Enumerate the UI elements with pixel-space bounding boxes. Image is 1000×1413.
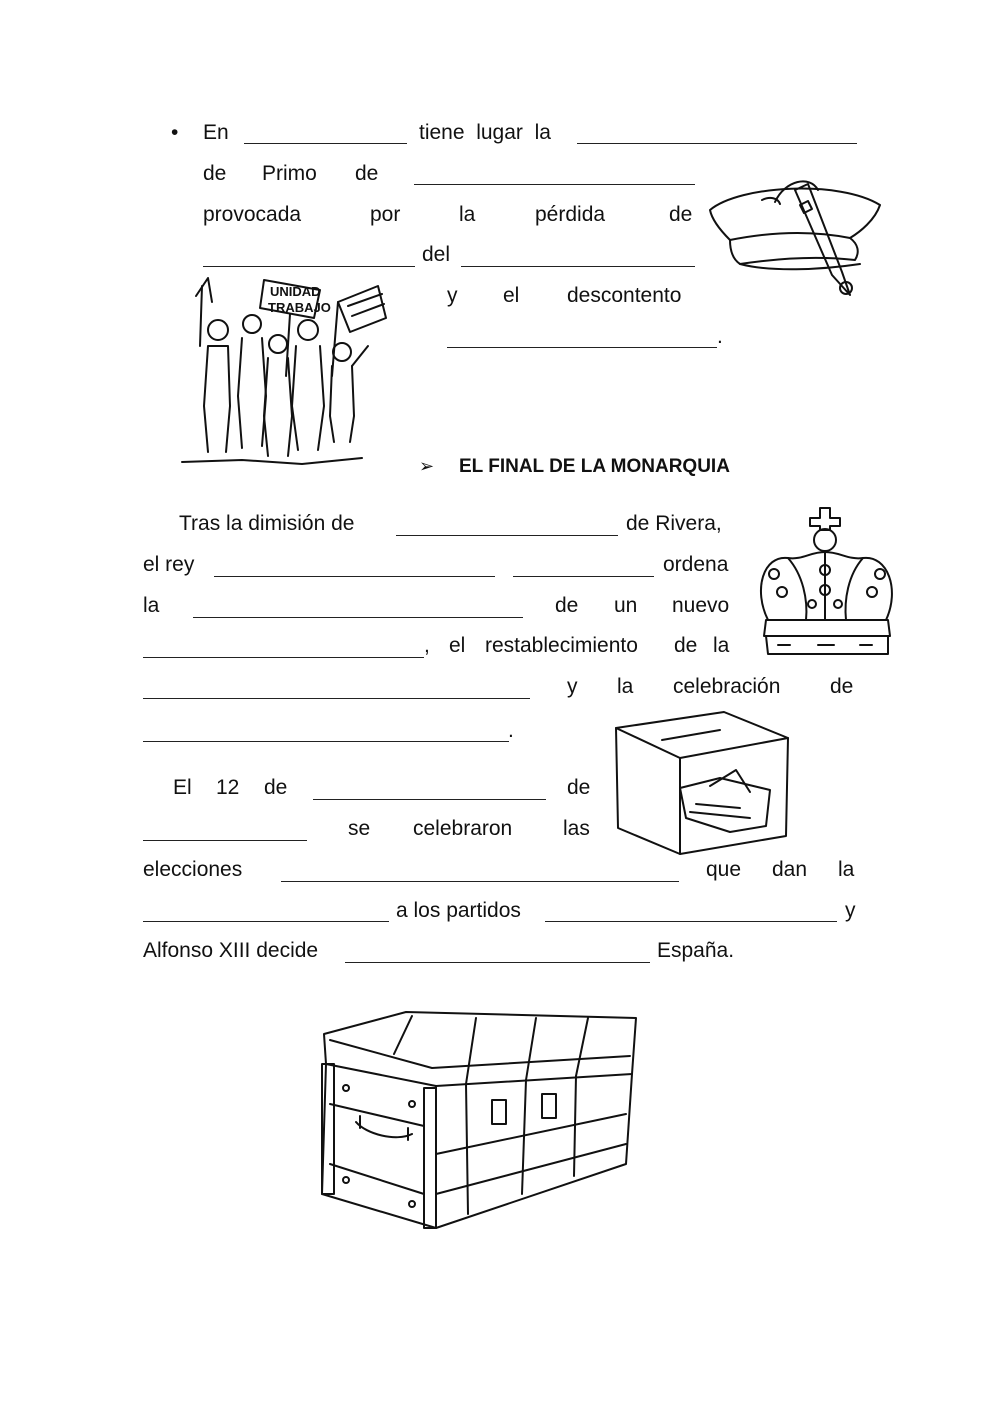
- military-cap-sword-illustration: [700, 160, 890, 310]
- blank-12[interactable]: [143, 678, 530, 699]
- text-y: y: [447, 284, 458, 307]
- blank-13[interactable]: [143, 721, 509, 742]
- bullet: •: [171, 121, 179, 144]
- text-12: 12: [216, 776, 240, 799]
- banner-text-line1: UNIDAD: [270, 284, 321, 299]
- text-nuevo: nuevo: [672, 594, 730, 617]
- section-heading: EL FINAL DE LA MONARQUIA: [459, 456, 730, 477]
- blank-17[interactable]: [143, 901, 389, 922]
- banner-text-line2: TRABAJO: [268, 300, 331, 315]
- text-provocada: provocada: [203, 203, 302, 226]
- text-la: la: [459, 203, 476, 226]
- text-que: que: [706, 858, 742, 881]
- ballot-box-illustration: [610, 708, 800, 858]
- text-la: la: [838, 858, 855, 881]
- text-primo: Primo: [262, 162, 317, 185]
- text-comma: ,: [424, 634, 430, 657]
- text-de-rivera: de Rivera,: [626, 512, 722, 535]
- text-tras: Tras la dimisión de: [179, 512, 355, 535]
- blank-15[interactable]: [143, 820, 307, 841]
- blank-5[interactable]: [461, 246, 695, 267]
- text-se: se: [348, 817, 371, 840]
- blank-19[interactable]: [345, 942, 650, 963]
- text-la: la: [143, 594, 160, 617]
- text-de: de: [567, 776, 591, 799]
- text-y: y: [845, 899, 856, 922]
- blank-8[interactable]: [214, 556, 495, 577]
- blank-9[interactable]: [513, 556, 654, 577]
- text-celebracion: celebración: [673, 675, 781, 698]
- text-y: y: [567, 675, 578, 698]
- text-el: El: [173, 776, 192, 799]
- blank-10[interactable]: [193, 597, 523, 618]
- text-perdida: pérdida: [535, 203, 606, 226]
- text-el-rey: el rey: [143, 553, 195, 576]
- text-celebraron: celebraron: [413, 817, 513, 840]
- text-descontento: descontento: [567, 284, 682, 307]
- text-en: En: [203, 121, 229, 144]
- blank-6[interactable]: [447, 327, 717, 348]
- text-la: la: [713, 634, 730, 657]
- text-dan: dan: [772, 858, 808, 881]
- blank-18[interactable]: [545, 901, 837, 922]
- text-de: de: [203, 162, 227, 185]
- text-restablecimiento: restablecimiento: [485, 634, 638, 657]
- text-de: de: [264, 776, 288, 799]
- blank-14[interactable]: [313, 779, 546, 800]
- arrow-bullet-icon: ➢: [419, 456, 435, 476]
- crown-illustration: [748, 500, 908, 662]
- blank-1[interactable]: [244, 123, 407, 144]
- text-de: de: [669, 203, 693, 226]
- text-el: el: [449, 634, 466, 657]
- text-por: por: [370, 203, 401, 226]
- blank-3[interactable]: [414, 164, 695, 185]
- text-las: las: [563, 817, 590, 840]
- text-de: de: [674, 634, 698, 657]
- text-tiene-lugar: tiene lugar la: [419, 121, 551, 144]
- text-la: la: [617, 675, 634, 698]
- text-ordena: ordena: [663, 553, 729, 576]
- text-period: .: [508, 719, 514, 742]
- blank-4[interactable]: [203, 246, 415, 267]
- text-de: de: [830, 675, 854, 698]
- blank-11[interactable]: [143, 637, 424, 658]
- blank-16[interactable]: [281, 861, 679, 882]
- protest-crowd-illustration: [182, 266, 392, 466]
- text-espana: España.: [657, 939, 735, 962]
- text-del: del: [422, 243, 451, 266]
- text-a-los-partidos: a los partidos: [396, 899, 521, 922]
- trunk-illustration: [316, 1004, 642, 1232]
- text-alfonso-xiii-decide: Alfonso XIII decide: [143, 939, 319, 962]
- text-un: un: [614, 594, 638, 617]
- text-period: .: [717, 325, 723, 348]
- blank-7[interactable]: [396, 515, 618, 536]
- text-de: de: [555, 594, 579, 617]
- text-de: de: [355, 162, 379, 185]
- text-elecciones: elecciones: [143, 858, 243, 881]
- blank-2[interactable]: [577, 123, 857, 144]
- text-el: el: [503, 284, 520, 307]
